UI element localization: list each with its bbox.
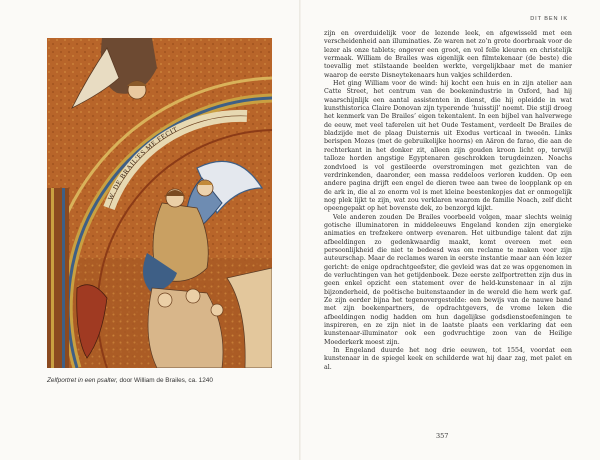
running-head: DIT BEN IK	[530, 16, 568, 22]
page-number: 357	[436, 432, 449, 440]
svg-text:W. DE BRAIL'ES ME FECIT	[106, 125, 179, 201]
paragraph: Vele anderen zouden De Brailes voorbeeld volgen, maar slechts weinig gotische illuminatoren in middeleeuws Engeland konden zijn energieke animaties en trefzekere ontwerp evenaren. Het uitbundige talent dat zijn afbeeldingen zo gedenkwaardig maakt, komt overeen met een persoonlijkheid die niet te bedeesd was om reclame te maken voor zijn auteurschap. Maar de reclames waren in eerste instantie maar aan één lezer gericht: de enige opdrachtgeefster, die gevleid was dat ze was opgenomen in de verluchtingen van het getijdenboek. Deze eerste zelfportretten zijn dus in geen enkel opzicht een statement over de held-kunstenaar in al zijn bijzonderheid, de poëtische buitenstaander in de wereld die hem werk gaf. Ze zijn eerder bijna het tegenovergestelde: een bewijs van de nauwe band met zijn boekenpartners, de opdrachtgevers, de vrome leken die afbeeldingen nodig hadden om hun dagelijkse godsdienstoefeningen te inspireren, en ze zijn niet in de laatste plaats een verklaring dat een kunstenaar-illuminator ook een godvruchtige zoon van de Heilige Moederkerk moest zijn.	[324, 213, 572, 346]
figure-caption	[47, 377, 287, 384]
caption-credit: door William de Brailes, ca. 1240	[117, 377, 213, 384]
body-text	[324, 30, 572, 372]
illustration-banner-text: W. DE BRAIL'ES ME FECIT	[106, 125, 180, 202]
caption-title: Zelfportret in een psalter,	[47, 377, 118, 384]
paragraph: In Engeland duurde het nog drie eeuwen, tot 1554, voordat een kunstenaar in de spiegel keek en schilderde wat hij daar zag, met palet en al.	[324, 347, 572, 371]
manuscript-illustration	[47, 38, 272, 368]
book-gutter	[299, 0, 301, 460]
paragraph: zijn en overduidelijk voor de lezende leek, en afgewisseld met een verscheidenheid aan illuminaties. Ze waren net zo’n grote doorbraak voor de lezer als onze tablets; ongever een groot, en vol felle kleuren en christelijk vermaak. William de Brailes was eigenlijk een filmtekenaar (de beste) die toevallig met stilstaande beelden werkte, vergelijkbaar met de manier waarop de eerste Disneytekenaars hun vakjes schilderden.	[324, 30, 572, 79]
paragraph: Het ging William voor de wind: hij kocht een huis en in zijn atelier aan Catte Street, het centrum van de boekenindustrie in Oxford, had hij waarschijnlijk een aantal assistenten in dienst, die hij opleidde in wat kunsthistorica Claire Donovan zijn typerende ‘huisstijl’ noemt. Die stijl droeg het kenmerk van De Brailes’ eigen tekentalent. In een bijbel van halverwege de eeuw, met veel taferelen uit het Oude Testament, verdeelt De Brailes de bladzijde met de plaag Duisternis uit Exodus verticaal in tweeën. Links berispen Mozes (met de gebruikelijke hoorns) en Aäron de farao, die aan de rechterkant in het donker zit, alleen zijn gouden kroon licht op, terwijl talloze horden angstige Egyptenaren geschrokken terugdeinzen. Noachs zondvloed is vol gestileerde overstromingen met gezichten van de verdrinkenden, daaronder, een massa reddeloos verloren kudden. Op een andere pagina drijft een engel de dieren twee aan twee de loopplank op en de ark in, die al zo enorm vol is met kleine beestenkopjes dat er onmogelijk nog plek lijkt te zijn, wat zou verklaren waarom de familie Noach, zelf dicht opeengepakt op het bovenste dek, zo benzorgd kijkt.	[324, 80, 572, 213]
